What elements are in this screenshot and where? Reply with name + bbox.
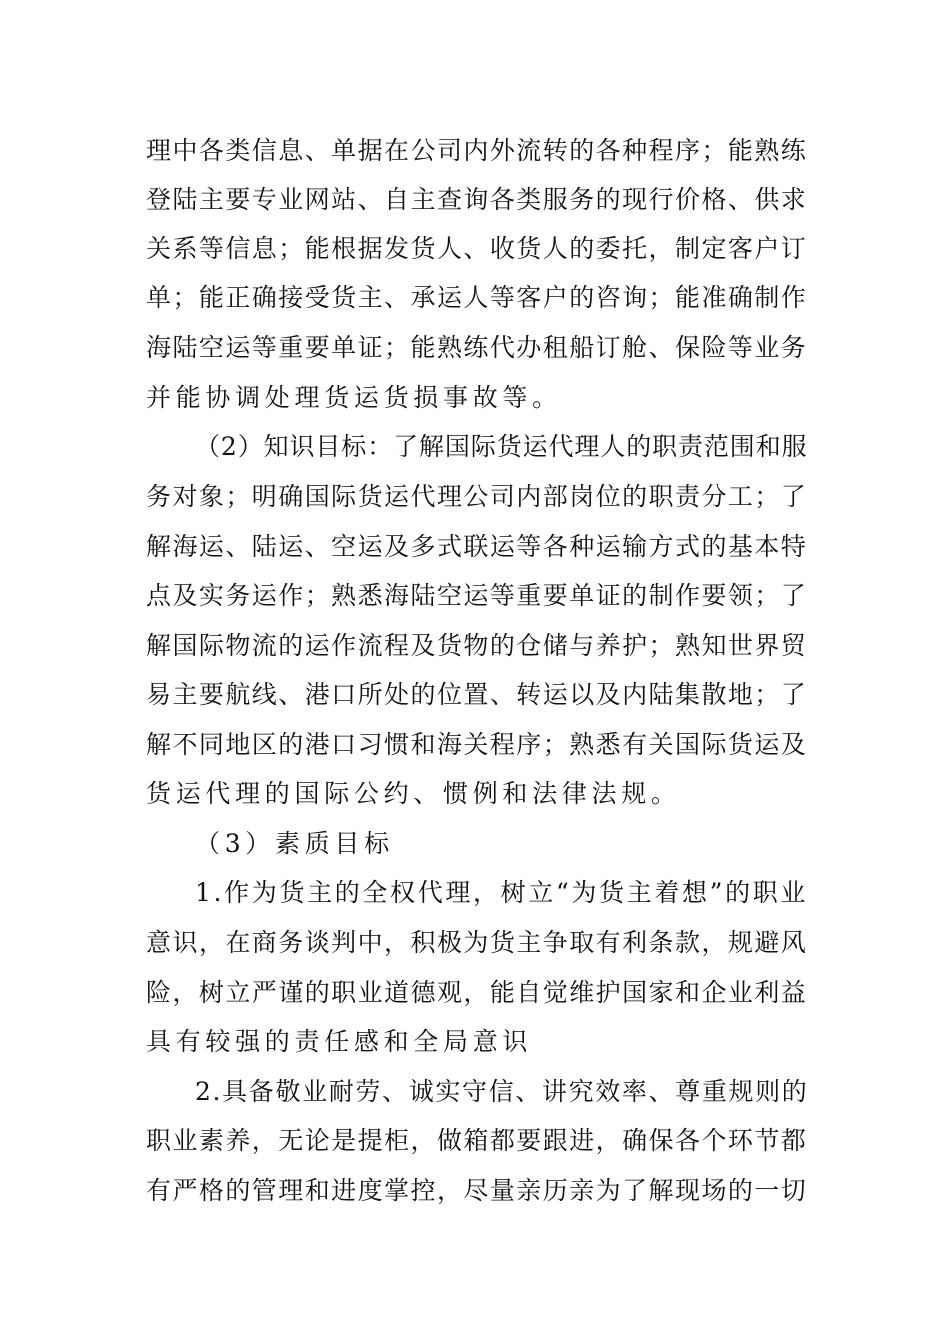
text-line: 职业素养，无论是提柜，做箱都要跟进，确保各个环节都 xyxy=(146,1126,808,1155)
text-line: 务对象；明确国际货运代理公司内部岗位的职责分工；了 xyxy=(146,482,808,511)
text-line: 并能协调处理货运货损事故等。 xyxy=(146,383,562,412)
text-line: 解不同地区的港口习惯和海关程序；熟悉有关国际货运及 xyxy=(146,730,808,759)
text-line: 海陆空运等重要单证；能熟练代办租船订舱、保险等业务 xyxy=(146,333,808,362)
text-line: （2）知识目标：了解国际货运代理人的职责范围和服 xyxy=(195,432,808,461)
text-line: 意识，在商务谈判中，积极为货主争取有利条款，规避风 xyxy=(146,928,808,957)
text-line: 具有较强的责任感和全局意识 xyxy=(146,1027,533,1056)
text-line: 理中各类信息、单据在公司内外流转的各种程序；能熟练 xyxy=(146,136,808,165)
text-line: 险，树立严谨的职业道德观，能自觉维护国家和企业利益 xyxy=(146,978,808,1007)
text-line: 2.具备敬业耐劳、诚实守信、讲究效率、尊重规则的 xyxy=(195,1077,809,1106)
text-line: 点及实务运作；熟悉海陆空运等重要单证的制作要领；了 xyxy=(146,581,808,610)
text-line: 解国际物流的运作流程及货物的仓储与养护；熟知世界贸 xyxy=(146,631,808,660)
text-line: 货运代理的国际公约、惯例和法律法规。 xyxy=(146,779,681,808)
text-line: 关系等信息；能根据发货人、收货人的委托，制定客户订 xyxy=(146,234,808,263)
text-line: 登陆主要专业网站、自主查询各类服务的现行价格、供求 xyxy=(146,185,808,214)
text-line: 易主要航线、港口所处的位置、转运以及内陆集散地；了 xyxy=(146,680,808,709)
text-line: 1.作为货主的全权代理，树立“为货主着想”的职业 xyxy=(195,878,809,907)
text-line: 解海运、陆运、空运及多式联运等各种运输方式的基本特 xyxy=(146,532,808,561)
section-heading: （3）素质目标 xyxy=(195,829,394,858)
text-line: 单；能正确接受货主、承运人等客户的咨询；能准确制作 xyxy=(146,283,808,312)
text-line: 有严格的管理和进度掌控，尽量亲历亲为了解现场的一切 xyxy=(146,1176,808,1205)
